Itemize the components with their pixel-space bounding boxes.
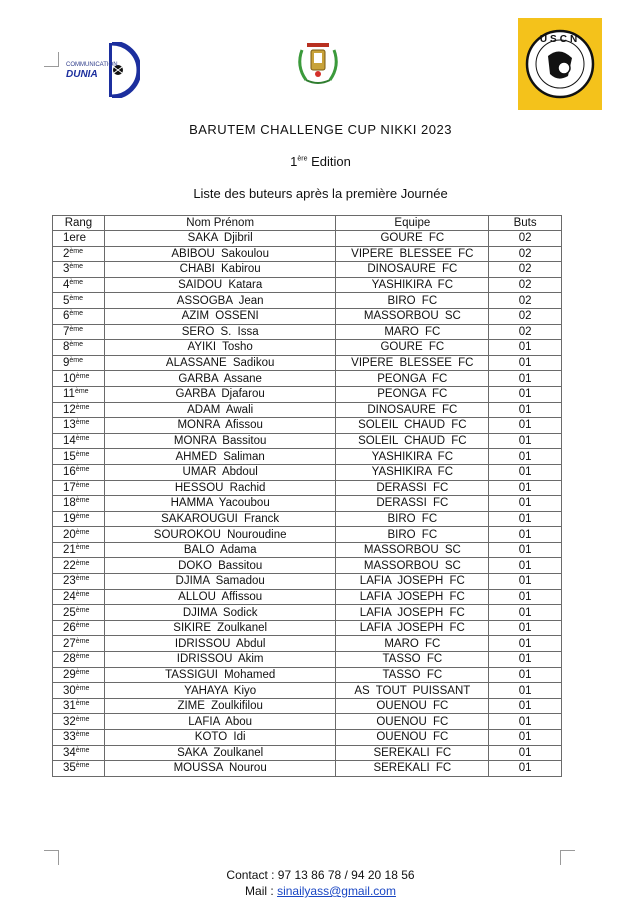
rank-cell	[53, 527, 105, 543]
rank-number: 6	[63, 310, 70, 323]
table-row	[53, 480, 562, 496]
goals-cell: 01	[489, 511, 562, 527]
rank-suffix: ème	[75, 606, 90, 614]
rank-suffix: ème	[75, 466, 90, 474]
rank-suffix: ème	[69, 279, 84, 287]
rank-suffix: ème	[69, 341, 84, 349]
rank-cell	[53, 402, 105, 418]
player-name-cell: SIKIRE Zoulkanel	[104, 620, 335, 636]
rank-suffix: ème	[75, 637, 90, 645]
edition-line	[0, 154, 641, 169]
table-row	[53, 231, 562, 247]
goals-cell: 01	[489, 652, 562, 668]
player-name-cell: SOUROKOU Nouroudine	[104, 527, 335, 543]
rank-number: 2	[63, 247, 70, 260]
rank-cell	[53, 636, 105, 652]
rank-suffix: ème	[75, 435, 90, 443]
rank-suffix: ème	[75, 746, 90, 754]
rank-suffix: ème	[69, 263, 84, 271]
player-name-cell: BALO Adama	[104, 542, 335, 558]
table-row	[53, 386, 562, 402]
team-cell: DINOSAURE FC	[336, 262, 489, 278]
goals-cell: 01	[489, 402, 562, 418]
player-name-cell: SAIDOU Katara	[104, 277, 335, 293]
federation-seal-logo	[292, 40, 344, 86]
table-row	[53, 293, 562, 309]
player-name-cell: ALASSANE Sadikou	[104, 355, 335, 371]
rank-suffix: ème	[75, 575, 90, 583]
table-row	[53, 683, 562, 699]
rank-number: 3	[63, 263, 70, 276]
rank-suffix: ème	[69, 325, 84, 333]
goals-cell: 01	[489, 714, 562, 730]
team-cell: TASSO FC	[336, 652, 489, 668]
table-row	[53, 714, 562, 730]
rank-cell	[53, 605, 105, 621]
player-name-cell: MOUSSA Nourou	[104, 761, 335, 777]
goals-cell: 02	[489, 324, 562, 340]
rank-number: 30	[63, 684, 76, 697]
rank-suffix: ème	[75, 653, 90, 661]
rank-number: 31	[63, 700, 76, 713]
goals-cell: 01	[489, 496, 562, 512]
rank-number: 9	[63, 357, 70, 370]
rank-cell	[53, 620, 105, 636]
team-cell: OUENOU FC	[336, 698, 489, 714]
rank-cell	[53, 667, 105, 683]
rank-cell	[53, 418, 105, 434]
table-row	[53, 730, 562, 746]
team-cell: YASHIKIRA FC	[336, 277, 489, 293]
rank-suffix: ème	[75, 512, 90, 520]
goals-cell: 01	[489, 449, 562, 465]
team-cell: MARO FC	[336, 324, 489, 340]
rank-number: 29	[63, 668, 76, 681]
rank-number: 17	[63, 481, 76, 494]
crop-mark-top-left	[44, 52, 59, 67]
player-name-cell: AHMED Saliman	[104, 449, 335, 465]
uscn-logo-text: USCN	[539, 34, 581, 45]
team-cell: VIPERE BLESSEE FC	[336, 246, 489, 262]
rank-number: 34	[63, 746, 76, 759]
team-cell: TASSO FC	[336, 667, 489, 683]
team-cell: VIPERE BLESSEE FC	[336, 355, 489, 371]
goals-cell: 01	[489, 340, 562, 356]
player-name-cell: LAFIA Abou	[104, 714, 335, 730]
dunia-logo-caption: COMMUNICATION	[66, 62, 118, 68]
team-cell: BIRO FC	[336, 293, 489, 309]
crop-mark-bottom-left	[44, 850, 59, 865]
rank-cell	[53, 761, 105, 777]
team-cell: SEREKALI FC	[336, 761, 489, 777]
rank-cell	[53, 262, 105, 278]
goals-cell: 02	[489, 277, 562, 293]
table-row	[53, 308, 562, 324]
rank-cell	[53, 683, 105, 699]
rank-cell	[53, 433, 105, 449]
table-row	[53, 745, 562, 761]
player-name-cell: DJIMA Sodick	[104, 605, 335, 621]
goals-cell: 01	[489, 386, 562, 402]
player-name-cell: ABIBOU Sakoulou	[104, 246, 335, 262]
goals-cell: 01	[489, 574, 562, 590]
rank-cell	[53, 496, 105, 512]
table-row	[53, 636, 562, 652]
team-cell: LAFIA JOSEPH FC	[336, 605, 489, 621]
rank-number: 5	[63, 294, 70, 307]
rank-suffix: ème	[75, 419, 90, 427]
rank-number: 8	[63, 341, 70, 354]
dunia-logo-word: DUNIA	[66, 69, 98, 80]
team-cell: PEONGA FC	[336, 371, 489, 387]
footer-mail	[0, 884, 641, 898]
goals-cell: 01	[489, 542, 562, 558]
goals-cell: 01	[489, 480, 562, 496]
team-cell: LAFIA JOSEPH FC	[336, 589, 489, 605]
rank-number: 22	[63, 559, 76, 572]
table-row	[53, 605, 562, 621]
player-name-cell: UMAR Abdoul	[104, 464, 335, 480]
rank-number: 12	[63, 403, 76, 416]
goals-cell: 01	[489, 761, 562, 777]
player-name-cell: SERO S. Issa	[104, 324, 335, 340]
goals-cell: 02	[489, 293, 562, 309]
header-rank: Rang	[53, 216, 105, 231]
header-team: Equipe	[336, 216, 489, 231]
table-row	[53, 620, 562, 636]
rank-cell	[53, 652, 105, 668]
header-name: Nom Prénom	[104, 216, 335, 231]
rank-number: 33	[63, 731, 76, 744]
goals-cell: 02	[489, 262, 562, 278]
rank-number: 26	[63, 622, 76, 635]
team-cell: YASHIKIRA FC	[336, 449, 489, 465]
rank-cell	[53, 308, 105, 324]
table-row	[53, 355, 562, 371]
rank-suffix: ème	[75, 622, 90, 630]
rank-number: 15	[63, 450, 76, 463]
player-name-cell: IDRISSOU Abdul	[104, 636, 335, 652]
rank-cell	[53, 745, 105, 761]
rank-suffix: ème	[69, 310, 84, 318]
team-cell: SEREKALI FC	[336, 745, 489, 761]
team-cell: SOLEIL CHAUD FC	[336, 433, 489, 449]
rank-number: 20	[63, 528, 76, 541]
player-name-cell: IDRISSOU Akim	[104, 652, 335, 668]
player-name-cell: SAKA Djibril	[104, 231, 335, 247]
uscn-club-logo	[518, 18, 602, 110]
rank-suffix: ème	[75, 731, 90, 739]
table-row	[53, 418, 562, 434]
team-cell: LAFIA JOSEPH FC	[336, 620, 489, 636]
team-cell: SOLEIL CHAUD FC	[336, 418, 489, 434]
dunia-logo	[66, 42, 140, 98]
table-row	[53, 496, 562, 512]
rank-cell	[53, 355, 105, 371]
goals-cell: 02	[489, 231, 562, 247]
rank-cell	[53, 589, 105, 605]
rank-cell	[53, 340, 105, 356]
mail-link[interactable]: sinailyass@gmail.com	[277, 884, 396, 898]
goals-cell: 01	[489, 745, 562, 761]
player-name-cell: MONRA Bassitou	[104, 433, 335, 449]
team-cell: BIRO FC	[336, 527, 489, 543]
team-cell: DERASSI FC	[336, 480, 489, 496]
crop-mark-bottom-right	[560, 850, 575, 865]
team-cell: AS TOUT PUISSANT	[336, 683, 489, 699]
rank-suffix: ème	[75, 715, 90, 723]
rank-number: 4	[63, 279, 70, 292]
rank-number: 32	[63, 715, 76, 728]
rank-cell	[53, 714, 105, 730]
goals-cell: 01	[489, 355, 562, 371]
table-row	[53, 246, 562, 262]
player-name-cell: AZIM OSSENI	[104, 308, 335, 324]
rank-cell	[53, 386, 105, 402]
team-cell: PEONGA FC	[336, 386, 489, 402]
rank-number: 11	[63, 388, 75, 401]
player-name-cell: HESSOU Rachid	[104, 480, 335, 496]
rank-suffix: ème	[69, 357, 84, 365]
player-name-cell: ASSOGBA Jean	[104, 293, 335, 309]
player-name-cell: ADAM Awali	[104, 402, 335, 418]
goals-cell: 01	[489, 589, 562, 605]
rank-number: 18	[63, 497, 76, 510]
player-name-cell: SAKAROUGUI Franck	[104, 511, 335, 527]
rank-cell	[53, 246, 105, 262]
rank-number: 28	[63, 653, 76, 666]
rank-cell	[53, 542, 105, 558]
table-row	[53, 324, 562, 340]
table-row	[53, 449, 562, 465]
rank-cell	[53, 464, 105, 480]
goals-cell: 01	[489, 418, 562, 434]
table-row	[53, 464, 562, 480]
team-cell: DERASSI FC	[336, 496, 489, 512]
rank-number: 24	[63, 590, 76, 603]
rank-cell	[53, 293, 105, 309]
table-row	[53, 698, 562, 714]
rank-suffix: ème	[75, 450, 90, 458]
table-row	[53, 511, 562, 527]
edition-suffix: ère	[297, 155, 308, 163]
table-row	[53, 542, 562, 558]
footer-contact: Contact : 97 13 86 78 / 94 20 18 56	[226, 868, 415, 882]
player-name-cell: AYIKI Tosho	[104, 340, 335, 356]
rank-cell	[53, 324, 105, 340]
rank-cell	[53, 698, 105, 714]
rank-number: 27	[63, 637, 76, 650]
goals-cell: 01	[489, 730, 562, 746]
table-row	[53, 433, 562, 449]
rank-cell	[53, 231, 105, 247]
rank-cell	[53, 558, 105, 574]
goals-cell: 01	[489, 558, 562, 574]
table-row	[53, 262, 562, 278]
table-row	[53, 371, 562, 387]
player-name-cell: GARBA Assane	[104, 371, 335, 387]
document-title: BARUTEM CHALLENGE CUP NIKKI 2023	[189, 122, 452, 137]
team-cell: GOURE FC	[336, 231, 489, 247]
team-cell: YASHIKIRA FC	[336, 464, 489, 480]
goals-cell: 01	[489, 667, 562, 683]
rank-cell	[53, 480, 105, 496]
rank-suffix: ème	[75, 497, 90, 505]
rank-suffix: ème	[69, 247, 84, 255]
rank-suffix: ème	[75, 668, 90, 676]
goals-cell: 01	[489, 464, 562, 480]
table-row	[53, 527, 562, 543]
player-name-cell: TASSIGUI Mohamed	[104, 667, 335, 683]
top-scorers-table	[52, 215, 562, 777]
team-cell: MASSORBOU SC	[336, 542, 489, 558]
goals-cell: 01	[489, 371, 562, 387]
rank-cell	[53, 730, 105, 746]
player-name-cell: ALLOU Affissou	[104, 589, 335, 605]
goals-cell: 02	[489, 246, 562, 262]
table-row	[53, 340, 562, 356]
rank-number: 13	[63, 419, 76, 432]
player-name-cell: SAKA Zoulkanel	[104, 745, 335, 761]
rank-number: 35	[63, 762, 76, 775]
rank-suffix: ème	[74, 388, 89, 396]
team-cell: MARO FC	[336, 636, 489, 652]
rank-suffix: ème	[75, 481, 90, 489]
player-name-cell: ZIME Zoulkifilou	[104, 698, 335, 714]
player-name-cell: DOKO Bassitou	[104, 558, 335, 574]
rank-suffix: ème	[75, 762, 90, 770]
rank-cell	[53, 277, 105, 293]
team-cell: DINOSAURE FC	[336, 402, 489, 418]
rank-number: 21	[63, 544, 76, 557]
player-name-cell: HAMMA Yacoubou	[104, 496, 335, 512]
player-name-cell: KOTO Idi	[104, 730, 335, 746]
edition-number: 1	[290, 154, 298, 169]
rank-number: 23	[63, 575, 76, 588]
rank-suffix: ème	[69, 294, 84, 302]
table-row	[53, 574, 562, 590]
goals-cell: 01	[489, 620, 562, 636]
player-name-cell: YAHAYA Kiyo	[104, 683, 335, 699]
table-row	[53, 402, 562, 418]
edition-label: Edition	[307, 154, 351, 169]
rank-suffix: ème	[75, 684, 90, 692]
rank-suffix: ème	[75, 700, 90, 708]
rank-cell	[53, 511, 105, 527]
table-row	[53, 589, 562, 605]
header-goals: Buts	[489, 216, 562, 231]
player-name-cell: GARBA Djafarou	[104, 386, 335, 402]
table-body	[53, 231, 562, 777]
team-cell: BIRO FC	[336, 511, 489, 527]
player-name-cell: MONRA Afissou	[104, 418, 335, 434]
player-name-cell: CHABI Kabirou	[104, 262, 335, 278]
team-cell: OUENOU FC	[336, 714, 489, 730]
team-cell: LAFIA JOSEPH FC	[336, 574, 489, 590]
goals-cell: 01	[489, 698, 562, 714]
team-cell: OUENOU FC	[336, 730, 489, 746]
document-subtitle: Liste des buteurs après la première Journée	[193, 186, 448, 201]
table-row	[53, 652, 562, 668]
rank-suffix: ème	[75, 559, 90, 567]
table-row	[53, 277, 562, 293]
table-row	[53, 667, 562, 683]
goals-cell: 02	[489, 308, 562, 324]
rank-cell	[53, 574, 105, 590]
team-cell: GOURE FC	[336, 340, 489, 356]
mail-label: Mail :	[245, 884, 278, 898]
team-cell: MASSORBOU SC	[336, 308, 489, 324]
team-cell: MASSORBOU SC	[336, 558, 489, 574]
table-row	[53, 761, 562, 777]
player-name-cell: DJIMA Samadou	[104, 574, 335, 590]
rank-number: 10	[63, 372, 76, 385]
goals-cell: 01	[489, 636, 562, 652]
rank-number: 1ere	[63, 232, 87, 245]
table-row	[53, 558, 562, 574]
goals-cell: 01	[489, 433, 562, 449]
rank-suffix: ème	[75, 372, 90, 380]
table-header-row	[53, 216, 562, 231]
rank-number: 14	[63, 435, 76, 448]
goals-cell: 01	[489, 605, 562, 621]
rank-number: 25	[63, 606, 76, 619]
rank-suffix: ème	[75, 403, 90, 411]
rank-suffix: ème	[75, 528, 90, 536]
rank-cell	[53, 371, 105, 387]
rank-number: 16	[63, 466, 76, 479]
rank-number: 19	[63, 512, 76, 525]
rank-cell	[53, 449, 105, 465]
goals-cell: 01	[489, 683, 562, 699]
rank-suffix: ème	[75, 590, 90, 598]
rank-suffix: ème	[75, 544, 90, 552]
goals-cell: 01	[489, 527, 562, 543]
rank-number: 7	[63, 325, 70, 338]
